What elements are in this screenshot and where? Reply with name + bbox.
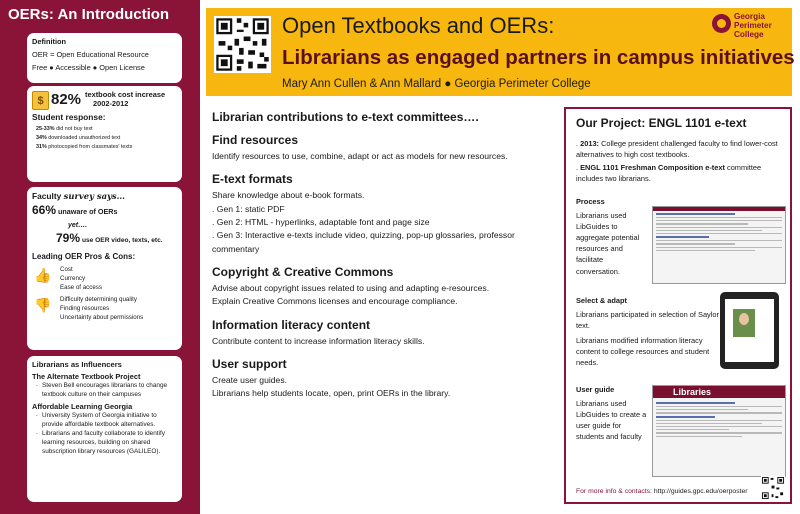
influencer-point: . University System of Georgia initiative to provide affordable textbook alternatives. (42, 412, 177, 430)
contact-label: For more info & contacts: (576, 488, 652, 495)
definition-expansion: OER = Open Educational Resource (32, 49, 149, 59)
pros-cons-heading: Leading OER Pros & Cons: (32, 252, 136, 262)
intro-item: . 2013: College president challenged faculty to find lower-cost alternatives to high cost textbooks. (576, 139, 778, 159)
thumbs-up-icon: 👍 (34, 266, 52, 283)
step-text: Librarians participated in selection of Saylor text. (576, 310, 719, 331)
pro-item: Cost (60, 265, 73, 273)
citation-fineprint (32, 326, 177, 330)
pros-row (32, 266, 177, 293)
section-title: Copyright & Creative Commons (212, 264, 394, 279)
format-item: . Gen 3: Interactive e-texts include video, quizzing, pop-up glossaries, professor commentary (212, 230, 515, 254)
step-text: Librarians used LibGuides to aggregate potential resources and facilitate conversation. (576, 211, 640, 276)
dollar-sign-icon: $ (32, 91, 49, 110)
step-text: Librarians modified information literacy content to college resources and student needs. (576, 336, 710, 368)
sidebar-title: OERs: An Introduction (8, 6, 170, 23)
response-row: 25-33% did not buy text (36, 125, 93, 132)
step-text: Librarians used LibGuides to create a user guide for students and faculty (576, 399, 647, 442)
influencers-card (27, 356, 182, 502)
influencer-point: . Librarians and faculty collaborate to identify learning resources, building on shared subscription library resources (GALILEO). (42, 430, 177, 457)
section-title: User support (212, 356, 287, 371)
sidebar (0, 0, 200, 514)
alternate-textbook-project: The Alternate Textbook Project (32, 372, 141, 382)
section-title: Find resources (212, 133, 299, 147)
project-panel (564, 107, 792, 504)
influencer-point: . Steven Bell encourages librarians to change textbook culture on their campuses (42, 382, 177, 400)
cost-label: textbook cost increase (85, 90, 166, 100)
survey-heading: Faculty survey says… (32, 191, 125, 201)
influencers-heading: Librarians as Influencers (32, 360, 122, 369)
libraries-banner: Libraries (653, 386, 785, 398)
con-item: Uncertainty about permissions (60, 313, 144, 321)
tablet-image (720, 292, 779, 369)
survey-card (27, 187, 182, 350)
step-heading: User guide (576, 385, 615, 394)
cost-percent: 82% (51, 91, 82, 108)
section-text: Identify resources to use, combine, adapt or act as models for new resources. (212, 151, 508, 161)
thumbs-down-icon: 👎 (34, 296, 52, 313)
format-item: . Gen 1: static PDF (212, 203, 285, 214)
section-text: Advise about copyright issues related to using and adapting e-resources. Explain Creative Commons licenses and encourage compliance. (212, 282, 490, 307)
step-heading: Select & adapt (576, 296, 627, 305)
definition-card (27, 33, 182, 83)
con-item: Difficulty determining quality (60, 295, 137, 303)
project-intro (576, 139, 786, 188)
section-text: Contribute content to increase information literacy skills. (212, 335, 425, 346)
section-text: Create user guides. Librarians help students locate, open, print OERs in the library. (212, 374, 451, 399)
section-text: Share knowledge about e-book formats. . Gen 1: static PDF . Gen 2: HTML - hyperlinks, adaptable font and page size . Gen 3: Interactive e-texts include video, quizzing, pop-up glossaries, professor commentary (212, 189, 552, 256)
citation-fineprint (32, 154, 177, 158)
saylor-text-photo (733, 309, 755, 337)
pro-item: Ease of access (60, 283, 102, 291)
gpc-logo-mark-icon (712, 14, 731, 33)
logo-line: Georgia (734, 12, 765, 21)
definition-heading: Definition (32, 37, 67, 46)
poster-header (206, 8, 795, 96)
contact-line (576, 488, 748, 495)
intro-item: . ENGL 1101 Freshman Composition e-text committee includes two librarians. (576, 163, 762, 184)
cost-card (27, 86, 182, 182)
affordable-learning-georgia: Affordable Learning Georgia (32, 402, 133, 412)
pro-item: Currency (60, 274, 86, 282)
format-item: . Gen 2: HTML - hyperlinks, adaptable font and page size (212, 216, 430, 227)
step-heading: Process (576, 197, 605, 206)
project-title: Our Project: ENGL 1101 e-text (576, 116, 747, 130)
contributions-heading: Librarian contributions to e-text committees…. (212, 110, 479, 124)
survey-stat-1: 66% unaware of OERs (32, 203, 118, 218)
con-item: Finding resources (60, 304, 110, 312)
student-response-heading: Student response: (32, 112, 106, 123)
poster-subtitle: Librarians as engaged partners in campus initiatives (282, 46, 795, 69)
poster-authors: Mary Ann Cullen & Ann Mallard ● Georgia Perimeter College (282, 78, 591, 90)
section-title: Information literacy content (212, 317, 371, 332)
citation-fineprint (32, 460, 177, 464)
cost-years: 2002-2012 (93, 99, 129, 109)
response-row: 34% downloaded unauthorized text (36, 134, 121, 141)
section-title: E-text formats (212, 172, 293, 187)
libguide-screenshot (652, 206, 786, 284)
qr-code-icon (214, 16, 271, 73)
response-row: 31% photocopied from classmates' texts (36, 144, 133, 151)
logo-line: Perimeter (734, 21, 772, 31)
contact-url[interactable]: http://guides.gpc.edu/oerposter (653, 488, 748, 495)
contributions-column (212, 110, 552, 400)
gpc-logo (712, 12, 788, 56)
logo-line: College (734, 30, 764, 40)
survey-stat-2: 79% use OER video, texts, etc. (56, 230, 163, 245)
definition-features: Free ● Accessible ● Open License (32, 62, 145, 72)
libraries-screenshot (652, 385, 786, 477)
poster-title: Open Textbooks and OERs: (282, 13, 555, 38)
survey-connector: yet…. (68, 221, 88, 229)
cons-row (32, 296, 177, 323)
qr-code-icon (761, 476, 785, 500)
